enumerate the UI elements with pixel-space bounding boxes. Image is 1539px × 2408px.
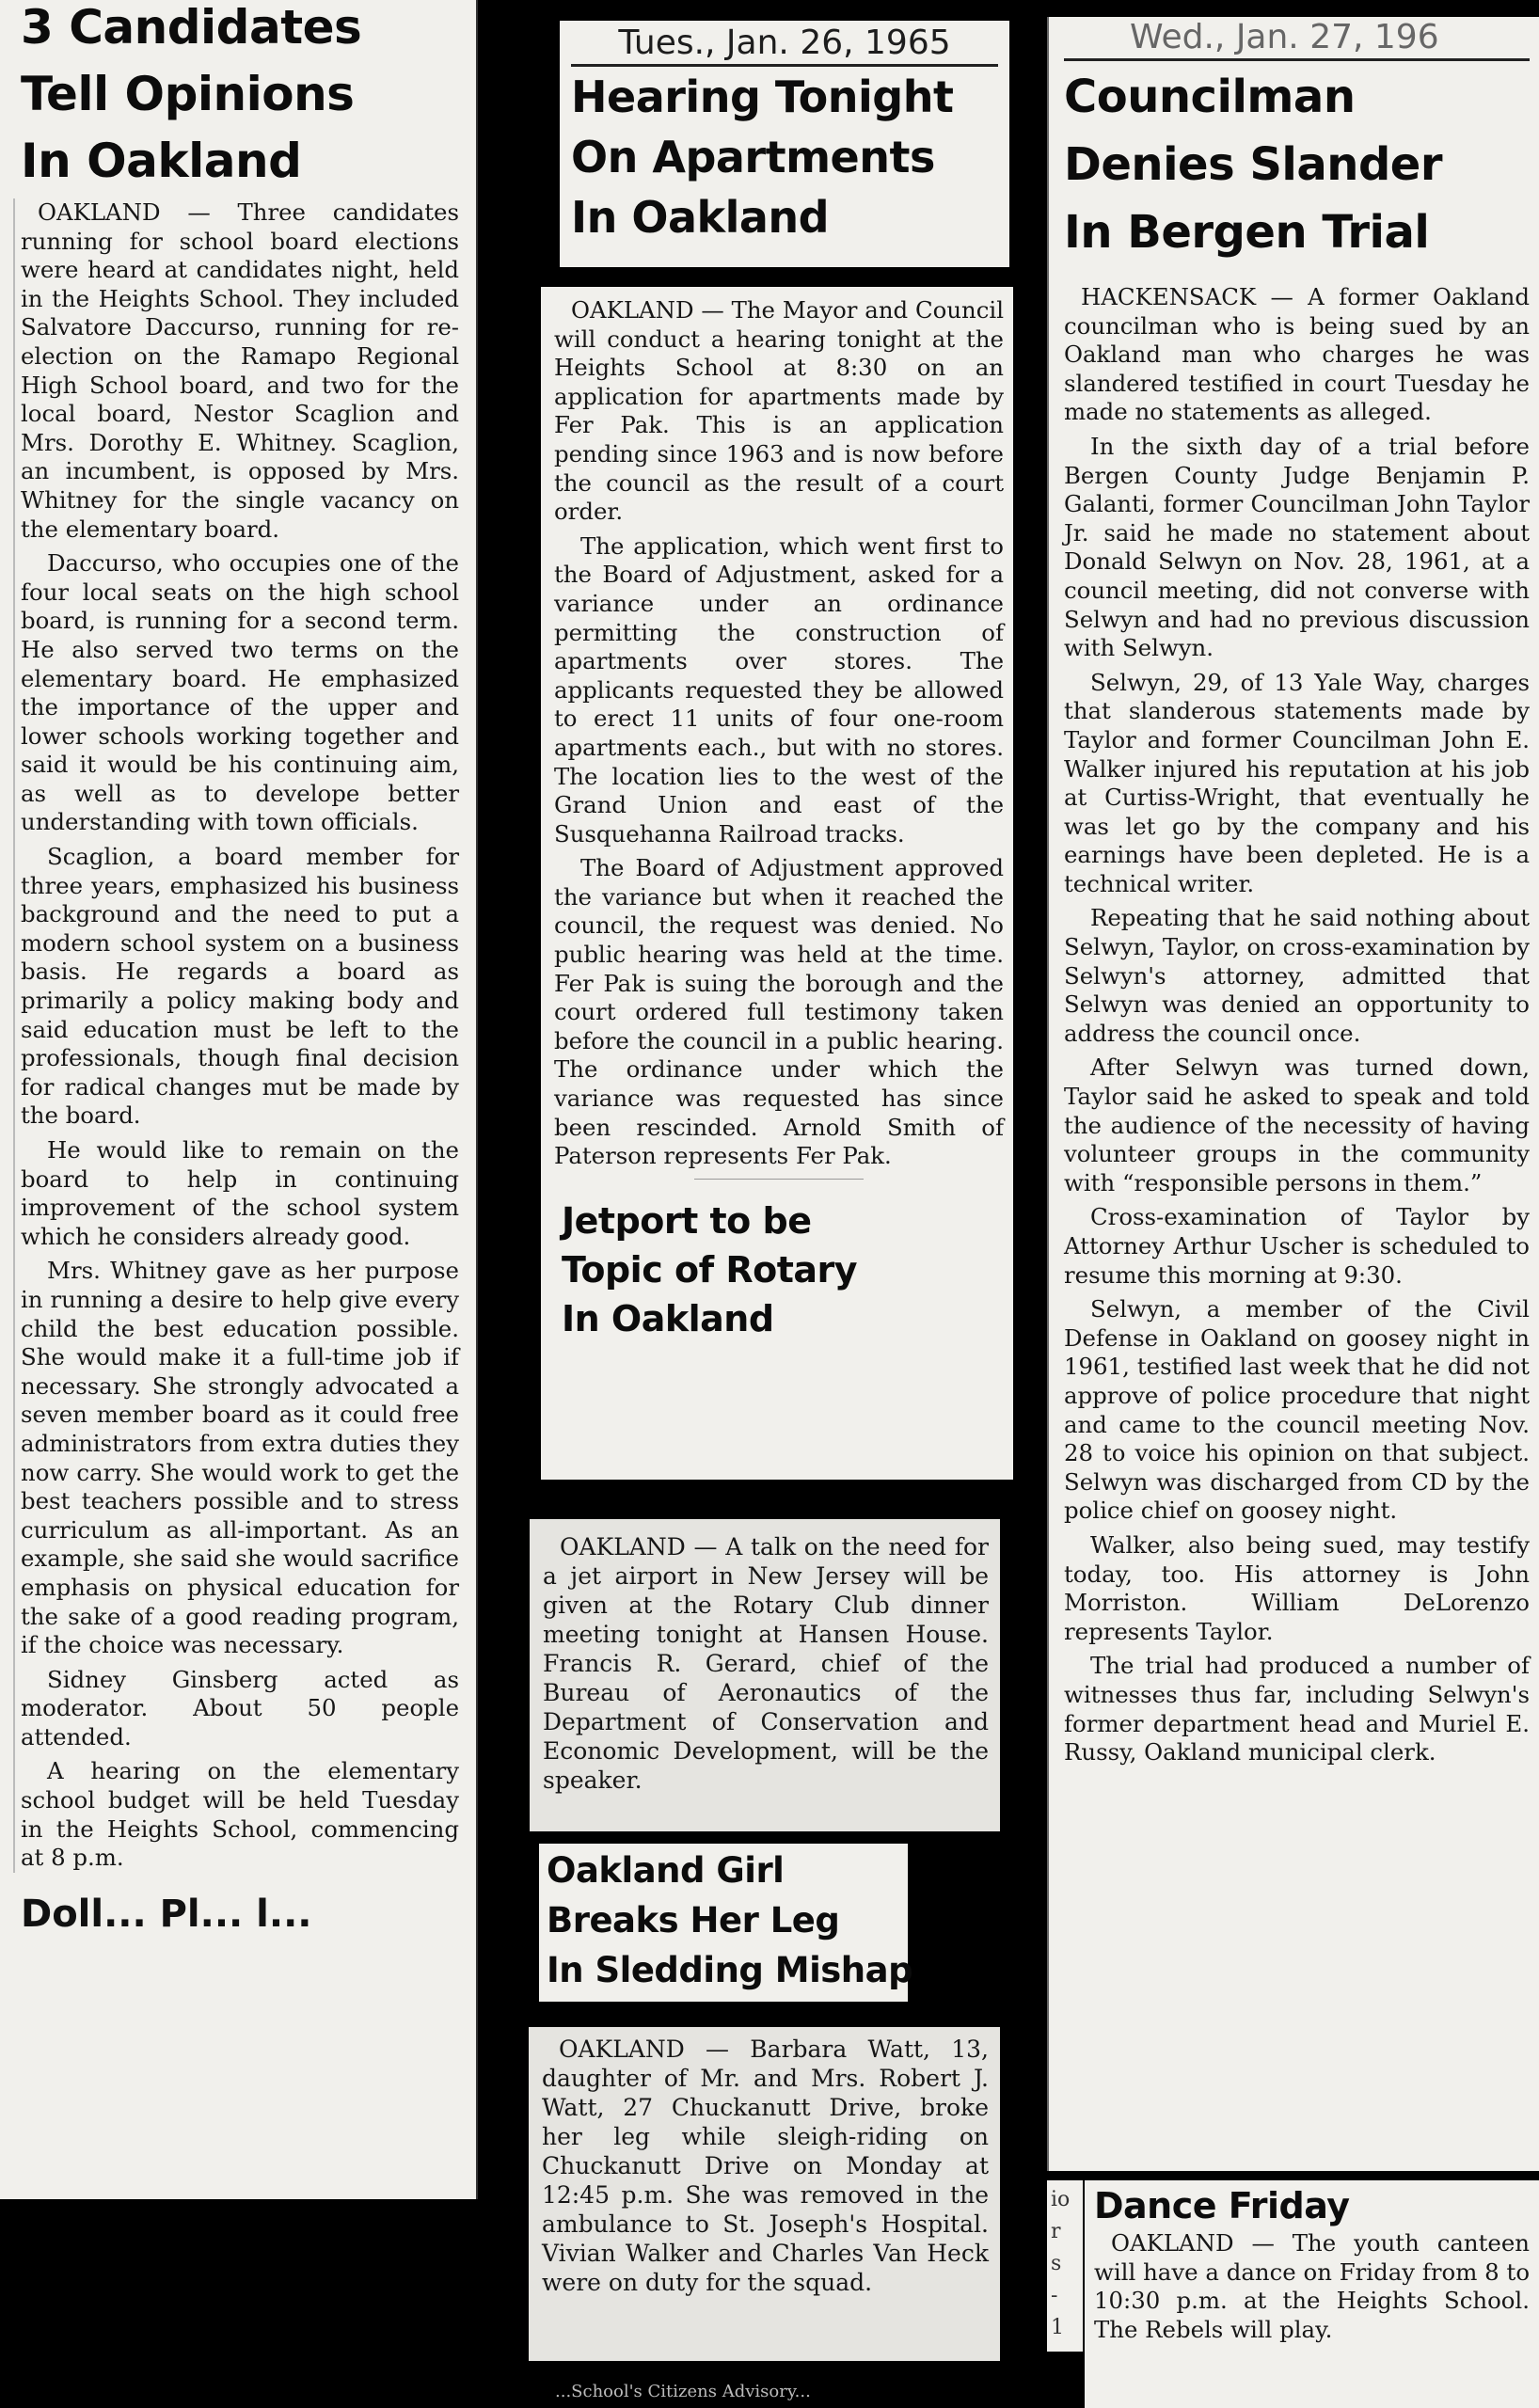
dance-headline: Dance Friday <box>1094 2185 1350 2226</box>
article-paragraph: Repeating that he said nothing about Selwyn, Taylor, on cross-examination by Selwyn's attorney, admitted that Selwyn was denied an opportunity to address the council once. <box>1064 904 1530 1047</box>
headline-line: 3 Candidates <box>21 0 362 55</box>
headline-line: Tell Opinions <box>21 67 355 121</box>
headline-line: In Oakland <box>21 134 302 188</box>
headline-line: In Sledding Mishap <box>547 1950 913 1990</box>
article-paragraph: OAKLAND — The Mayor and Council will conduct a hearing tonight at the Heights School at 8:30 on an application for apartments made by Fer Pak. This is an application pending since 1963 and is now before the council as the result of a court order. <box>554 296 1004 526</box>
headline-line: On Apartments <box>571 132 935 182</box>
dance-article <box>1085 2180 1539 2408</box>
candidates-headline <box>21 0 467 195</box>
fragment-text: r <box>1051 2220 1061 2243</box>
hearing-headline-block <box>560 21 1009 267</box>
jetport-body <box>543 1532 989 1795</box>
dance-body <box>1094 2229 1530 2344</box>
councilman-article <box>1047 17 1539 2171</box>
jetport-headline <box>554 1196 1004 1343</box>
article-paragraph: The Board of Adjustment approved the variance but when it reached the council, the request was denied. No public hearing was held at the time. Fer Pak is suing the borough and the court ordered full testimony taken before the council in a public hearing. The ordinance under which the variance was requested has since been rescinded. Arnold Smith of Paterson represents Fer Pak. <box>554 854 1004 1170</box>
article-paragraph: OAKLAND — The youth canteen will have a dance on Friday from 8 to 10:30 p.m. at the Heights School. The Rebels will play. <box>1094 2229 1530 2343</box>
headline-line: Topic of Rotary <box>562 1248 858 1291</box>
girl-body <box>542 2035 989 2297</box>
article-paragraph: Daccurso, who occupies one of the four local seats on the high school board, is running for a second term. He also served two terms on the elementary board. He emphasized the importance of the upper and lower schools working together and said it would be his continuing aim, as well as to develope better understanding with town officials. <box>21 549 459 836</box>
article-paragraph: OAKLAND — Three candidates running for school board elections were heard at candidates night, held in the Heights School. They included Salvatore Daccurso, running for re-election on the Ramapo Regional High School board, and two for the local board, Nestor Scaglion and Mrs. Dorothy E. Whitney. Scaglion, an incumbent, is opposed by Mrs. Whitney for the single vacancy on the elementary board. <box>21 198 459 543</box>
article-paragraph: HACKENSACK — A former Oakland councilman who is being sued by an Oakland man who charges he was slandered testified in court Tuesday he made no statements as alleged. <box>1064 283 1530 426</box>
article-paragraph: OAKLAND — A talk on the need for a jet airport in New Jersey will be given at the Rotary Club dinner meeting tonight at Hansen House. Francis R. Gerard, chief of the Bureau of Aeronautics of the Department of Conservation and Economic Development, will be the speaker. <box>543 1533 989 1794</box>
headline-line: Denies Slander <box>1064 138 1443 191</box>
article-paragraph: In the sixth day of a trial before Bergen County Judge Benjamin P. Galanti, former Councilman John Taylor Jr. said he made no statement about Donald Selwyn on Nov. 28, 1961, at a council meeting, did not converse with Selwyn and had no previous discussion with Selwyn. <box>1064 432 1530 662</box>
girl-headline-block <box>539 1844 913 2002</box>
headline-line: Oakland Girl <box>547 1850 785 1891</box>
article-paragraph: The application, which went first to the Board of Adjustment, asked for a variance under an ordinance permitting the construction of apartments over stores. The applicants requested they be allowed to erect 11 units of four one-room apartments each., but with no stores. The location lies to the west of the Grand Union and east of the Susquehanna Railroad tracks. <box>554 531 1004 848</box>
article-divider <box>694 1179 864 1180</box>
article-paragraph: Cross-examination of Taylor by Attorney Arthur Uscher is scheduled to resume this morning at 9:30. <box>1064 1203 1530 1289</box>
candidates-article <box>0 0 478 2199</box>
fragment-text: s <box>1051 2252 1062 2275</box>
article-paragraph: A hearing on the elementary school budget will be held Tuesday in the Heights School, commencing at 8 p.m. <box>21 1757 459 1872</box>
fragment-text: 1 <box>1051 2316 1064 2339</box>
headline-line: In Oakland <box>571 192 830 243</box>
article-paragraph: He would like to remain on the board to help in continuing improvement of the school system which he considers already good. <box>21 1136 459 1250</box>
headline-line: In Oakland <box>562 1297 774 1339</box>
hearing-article <box>541 287 1013 1480</box>
article-paragraph: Sidney Ginsberg acted as moderator. About 50 people attended. <box>21 1665 459 1751</box>
article-paragraph: Scaglion, a board member for three years, emphasized his business background and the need to put a modern school system on a business basis. He regards a board as primarily a policy making body and said education must be left to the professionals, though final decision for radical changes mut be made by the board. <box>21 843 459 1130</box>
article-paragraph: OAKLAND — Barbara Watt, 13, daughter of Mr. and Mrs. Robert J. Watt, 27 Chuckanutt Drive, broke her leg while sleigh-riding on Chuckanutt Drive on Monday at 12:45 p.m. She was removed in the ambulance to St. Joseph's Hospital. Vivian Walker and Charles Van Heck were on duty for the squad. <box>542 2036 989 2296</box>
candidates-body <box>13 198 467 1873</box>
article-paragraph: The trial had produced a number of witnesses thus far, including Selwyn's former department head and Muriel E. Russy, Oakland municipal clerk. <box>1064 1652 1530 1766</box>
headline-line: Hearing Tonight <box>571 71 954 122</box>
girl-article <box>529 2027 1000 2361</box>
headline-line: In Bergen Trial <box>1064 206 1430 259</box>
article-paragraph: Mrs. Whitney gave as her purpose in running a desire to help give every child the best education possible. She would make it a full-time job if necessary. She strongly advocated a seven member board as it could free administrators from extra duties they now carry. She would work to get the best teachers possible and to stress curriculum as all-important. As an example, she said she would sacrifice emphasis on physical education for the sake of a good reading program, if the choice was necessary. <box>21 1257 459 1659</box>
headline-line: Breaks Her Leg <box>547 1900 840 1941</box>
hearing-body <box>554 296 1004 1171</box>
councilman-body <box>1064 283 1530 1767</box>
fragment-text: io <box>1051 2188 1071 2211</box>
article-paragraph: Selwyn, 29, of 13 Yale Way, charges that slanderous statements made by Taylor and former Councilman John E. Walker injured his reputation at his job at Curtiss-Wright, that eventually he was let go by the company and his earnings have been depleted. He is a technical writer. <box>1064 668 1530 897</box>
cutoff-heading: Doll... Pl... l... <box>21 1892 312 1936</box>
article-paragraph: After Selwyn was turned down, Taylor said he asked to speak and told the audience of the necessity of having volunteer groups in the community with “responsible persons in them.” <box>1064 1054 1530 1196</box>
article-paragraph: Walker, also being sued, may testify today, too. His attorney is John Morriston. William DeLorenzo represents Taylor. <box>1064 1530 1530 1645</box>
headline-line: Councilman <box>1064 71 1356 123</box>
headline-line: Jetport to be <box>562 1199 812 1242</box>
jetport-article <box>530 1519 1000 1831</box>
margin-fragment <box>1047 2180 1083 2352</box>
councilman-headline <box>1064 61 1530 266</box>
bottom-fragment: ...School's Citizens Advisory... <box>555 2382 811 2401</box>
fragment-text: - <box>1051 2284 1058 2307</box>
date-label-jan26: Tues., Jan. 26, 1965 <box>571 21 998 67</box>
date-label-jan27: Wed., Jan. 27, 196 <box>1064 17 1530 61</box>
article-paragraph: Selwyn, a member of the Civil Defense in Oakland on goosey night in 1961, testified last week that he did not approve of police procedure that night and came to the council meeting Nov. 28 to voice his opinion on that subject. Selwyn was discharged from CD by the police chief on goosey night. <box>1064 1295 1530 1525</box>
